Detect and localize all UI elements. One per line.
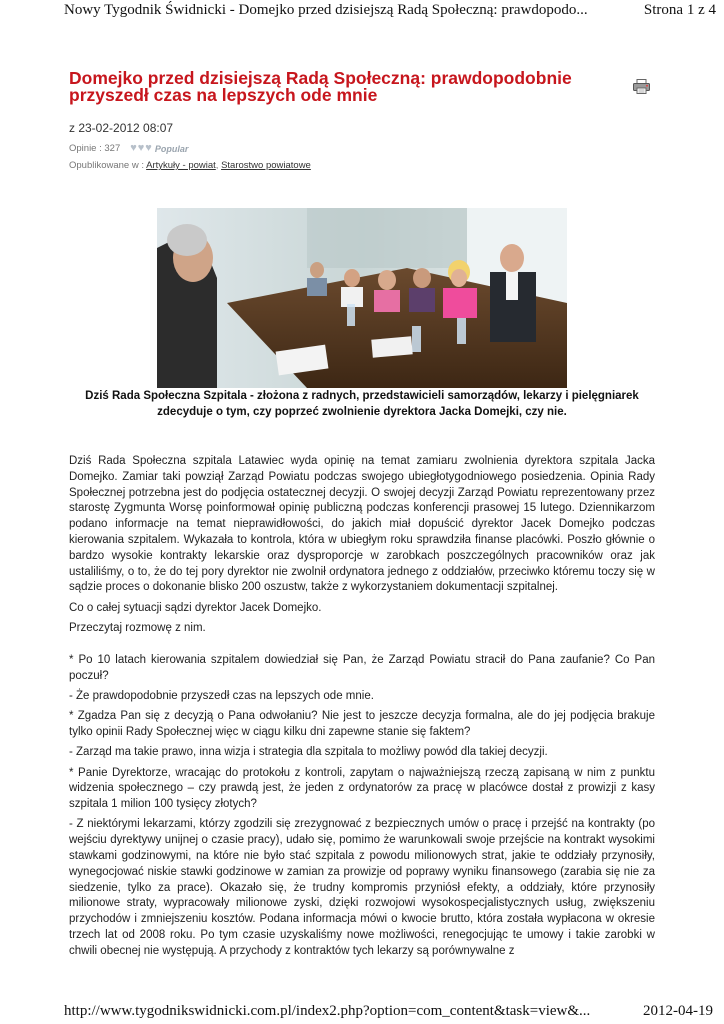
category-link-starostwo[interactable]: Starostwo powiatowe (221, 160, 311, 171)
paragraph: Dziś Rada Społeczna szpitala Latawiec wyda opinię na temat zamiaru zwolnienia dyrektora szpitala Jacka Domejko. Zamiar taki powziął Zarząd Powiatu podczas swojego ubiegłotygodniowego posiedzenia. Opinia Rady Społecznej potrzebna jest do podjęcia ostatecznej decyzji. O swojej decyzji Zarząd Powiatu reprezentowany przez starostę Zygmunta Worsę poinformował opinię publiczną podczas konferencji prasowej 15 lutego. Dziennikarzom podano informacje na temat nieprawidłowości, do jakich miał dopuścić dyrektor Jacek Domejko podczas kierowania szpitalem. Wykazała to kontrola, która w ubiegłym roku sprawdziła finanse placówki. Poszło głównie o bardzo wysokie kontrakty lekarskie oraz dysproporcje w zarobkach poszczególnych pracowników oraz jak ustaliliśmy, o to, że do tej pory dyrektor nie zwolnił ordynatora jednego z oddziałów, przeciwko któremu toczy się w sądzie proces o dokonanie blisko 200 oszustw, także z wykorzystaniem dokumentacji szpitalnej. (69, 455, 655, 594)
interview-question: * Panie Dyrektorze, wracając do protokołu z kontroli, zapytam o najważniejszą rzeczą zapisaną w nim z punktu widzenia społecznego – czy prawdą jest, że jeden z ordynatorów za pracę w placówce dostał z prowizji z kasy szpitala 1 milion 100 tysięcy złotych? (69, 766, 655, 811)
heart-icon: ♥ (145, 142, 152, 154)
category-link-powiat[interactable]: Artykuły - powiat (146, 160, 216, 171)
opinion-count-row (69, 143, 188, 154)
interview-answer: - Zarząd ma takie prawo, inna wizja i strategia dla szpitala to możliwy powód dla takiej decyzji. (69, 746, 548, 759)
footer-date: 2012-04-19 (643, 1003, 713, 1019)
interview-question: * Zgadza Pan się z decyzją o Pana odwołaniu? Nie jest to jeszcze decyzja formalna, ale do jej podjęcia brakuje tylko opinii Rady Społecznej więc w ciągu kilku dni zapewne stanie się faktem? (69, 710, 655, 738)
interview-answer: - Że prawdopodobnie przyszedł czas na lepszych ode mnie. (69, 689, 374, 702)
header-title: Nowy Tygodnik Świdnicki - Domejko przed dzisiejszą Radą Społeczną: prawdopodo... (64, 2, 588, 18)
paragraph: Przeczytaj rozmowę z nim. (69, 621, 206, 634)
header-page-number: Strona 1 z 4 (643, 2, 716, 18)
print-footer (0, 1003, 724, 1023)
print-header (0, 0, 724, 24)
interview-answer: - Z niektórymi lekarzami, którzy zgodzili się zrezygnować z bezpiecznych umów o pracę i przejść na kontrakty (po wejściu dyrektywy unijnej o czasie pracy), udało się, pomimo że warunkowali swoje przejście na kontrakt wysokimi stawkami godzinowymi, na które nie było stać szpitala z powodu milionowych strat, jakie te oddziały przynosiły, wynegocjować niskie stawki godzinowe w zamian za prowizje od poprawy wyniku finansowego (zarabia się nie za siedzenie, tylko za prace). Okazało się, że trudny kompromis przyniósł efekty, a oddziały, które przynosiły milionowe straty, wypracowały milionowe zyski, dzięki rozwojowi wysokospecjalistycznych usług, zwiększeniu przychodów i zmniejszeniu kosztów. Podana informacja mówi o kwocie brutto, która została wypłacona w okresie trzech lat od 2008 roku. Po tym czasie uzyskaliśmy nowe możliwości, renegocjując te umowy i takie zarobki w chwili obecnej nie występują. A przychody z kontraktów tych lekarzy są porównywalne z (69, 818, 655, 957)
published-in: Opublikowane w : Artykuły - powiat, Starostwo powiatowe (69, 160, 311, 171)
popular-label: Popular (154, 143, 189, 154)
interview-question: * Po 10 latach kierowania szpitalem dowiedział się Pan, że Zarząd Powiatu stracił do Pana zaufanie? Co Pan poczuł? (69, 653, 655, 682)
opinion-count: Opinie : 327 (69, 143, 121, 154)
heart-icon: ♥ (137, 142, 145, 154)
printer-icon[interactable] (633, 79, 650, 94)
footer-url: http://www.tygodnikswidnicki.com.pl/index2.php?option=com_content&task=view&... (64, 1003, 591, 1019)
article-photo (157, 208, 567, 388)
published-label: Opublikowane w : (69, 160, 144, 171)
article-title: Domejko przed dzisiejszą Radą Społeczną: prawdopodobnie przyszedł czas na lepszych ode mnie (69, 68, 572, 105)
article-body (69, 454, 655, 964)
rating-hearts (130, 144, 152, 153)
heart-icon: ♥ (130, 142, 137, 154)
paragraph: Co o całej sytuacji sądzi dyrektor Jacek Domejko. (69, 601, 322, 614)
article-date: z 23-02-2012 08:07 (69, 121, 174, 135)
photo-caption: Dziś Rada Społeczna Szpitala - złożona z radnych, przedstawicieli samorządów, lekarzy i pielęgniarek zdecyduje o tym, czy poprzeć zwolnienie dyrektora Jacka Domejki, czy nie. (85, 390, 639, 418)
